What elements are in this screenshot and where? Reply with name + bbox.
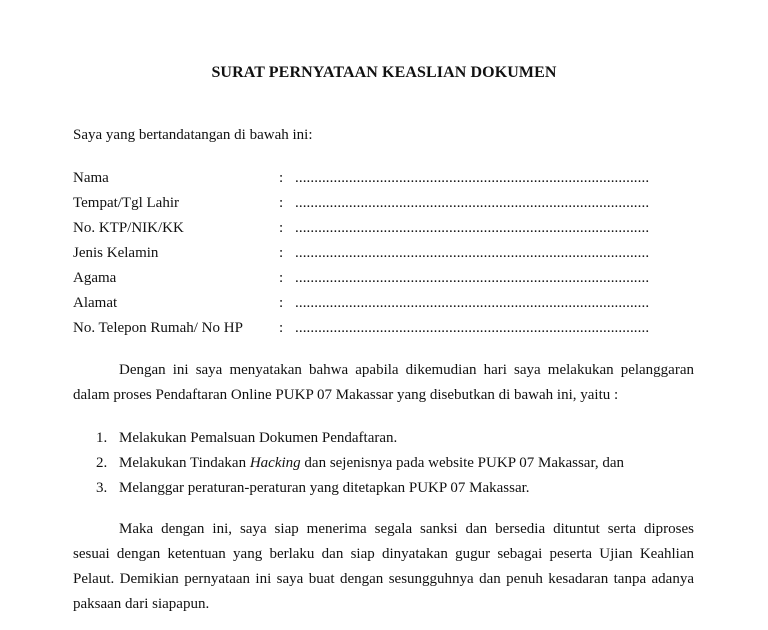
list-item — [73, 480, 694, 500]
field-colon: : — [279, 295, 284, 311]
field-blank: ............................................................................................ — [295, 295, 650, 311]
paragraph-line: sesuai dengan ketentuan yang berlaku dan siap dinyatakan gugur sebagai peserta Ujian Keahlian — [73, 546, 694, 562]
closing-paragraph — [73, 521, 694, 621]
list-text-post: dan sejenisnya pada website PUKP 07 Makassar, dan — [300, 455, 625, 471]
field-row-alamat — [73, 295, 693, 315]
statement-paragraph — [73, 362, 694, 412]
list-number: 2. — [96, 455, 108, 471]
paragraph-line: Pelaut. Demikian pernyataan ini saya buat dengan sesungguhnya dan penuh kesadaran tanpa adanya — [73, 571, 694, 587]
field-colon: : — [279, 220, 284, 236]
paragraph-line: Dengan ini saya menyatakan bahwa apabila dikemudian hari saya melakukan pelanggaran — [119, 362, 694, 378]
list-number: 3. — [96, 480, 108, 496]
paragraph-line: paksaan dari siapapun. — [73, 596, 210, 612]
paragraph-line: Maka dengan ini, saya siap menerima segala sanksi dan bersedia dituntut serta diproses — [119, 521, 694, 537]
field-blank: ............................................................................................ — [295, 320, 650, 336]
field-label: Nama — [73, 170, 109, 186]
list-text-pre: Melakukan Tindakan — [119, 455, 250, 471]
field-colon: : — [279, 320, 284, 336]
list-number: 1. — [96, 430, 108, 446]
list-text: Melakukan Pemalsuan Dokumen Pendaftaran. — [119, 430, 398, 446]
list-item — [73, 455, 694, 475]
paragraph-line: dalam proses Pendaftaran Online PUKP 07 Makassar yang disebutkan di bawah ini, yaitu : — [73, 387, 619, 403]
field-colon: : — [279, 170, 284, 186]
document-title: SURAT PERNYATAAN KEASLIAN DOKUMEN — [211, 64, 557, 81]
field-label: No. KTP/NIK/KK — [73, 220, 184, 236]
field-label: Tempat/Tgl Lahir — [73, 195, 179, 211]
field-blank: ............................................................................................ — [295, 220, 650, 236]
field-label: Jenis Kelamin — [73, 245, 159, 261]
field-blank: ............................................................................................ — [295, 245, 650, 261]
list-text-emphasis: Hacking — [249, 455, 301, 471]
field-row-ktp — [73, 220, 693, 240]
field-label: No. Telepon Rumah/ No HP — [73, 320, 243, 336]
field-row-nama — [73, 170, 693, 190]
intro-text: Saya yang bertandatangan di bawah ini: — [73, 127, 313, 143]
field-colon: : — [279, 245, 284, 261]
list-text: Melanggar peraturan-peraturan yang ditetapkan PUKP 07 Makassar. — [119, 480, 530, 496]
field-colon: : — [279, 270, 284, 286]
list-item — [73, 430, 694, 450]
field-row-jenis-kelamin — [73, 245, 693, 265]
field-row-telepon — [73, 320, 693, 340]
field-label: Alamat — [73, 295, 118, 311]
field-blank: ............................................................................................ — [295, 195, 650, 211]
field-label: Agama — [73, 270, 117, 286]
field-blank: ............................................................................................ — [295, 170, 650, 186]
field-row-tempat-tgl-lahir — [73, 195, 693, 215]
field-colon: : — [279, 195, 284, 211]
field-blank: ............................................................................................ — [295, 270, 650, 286]
list-text — [119, 455, 624, 472]
field-row-agama — [73, 270, 693, 290]
